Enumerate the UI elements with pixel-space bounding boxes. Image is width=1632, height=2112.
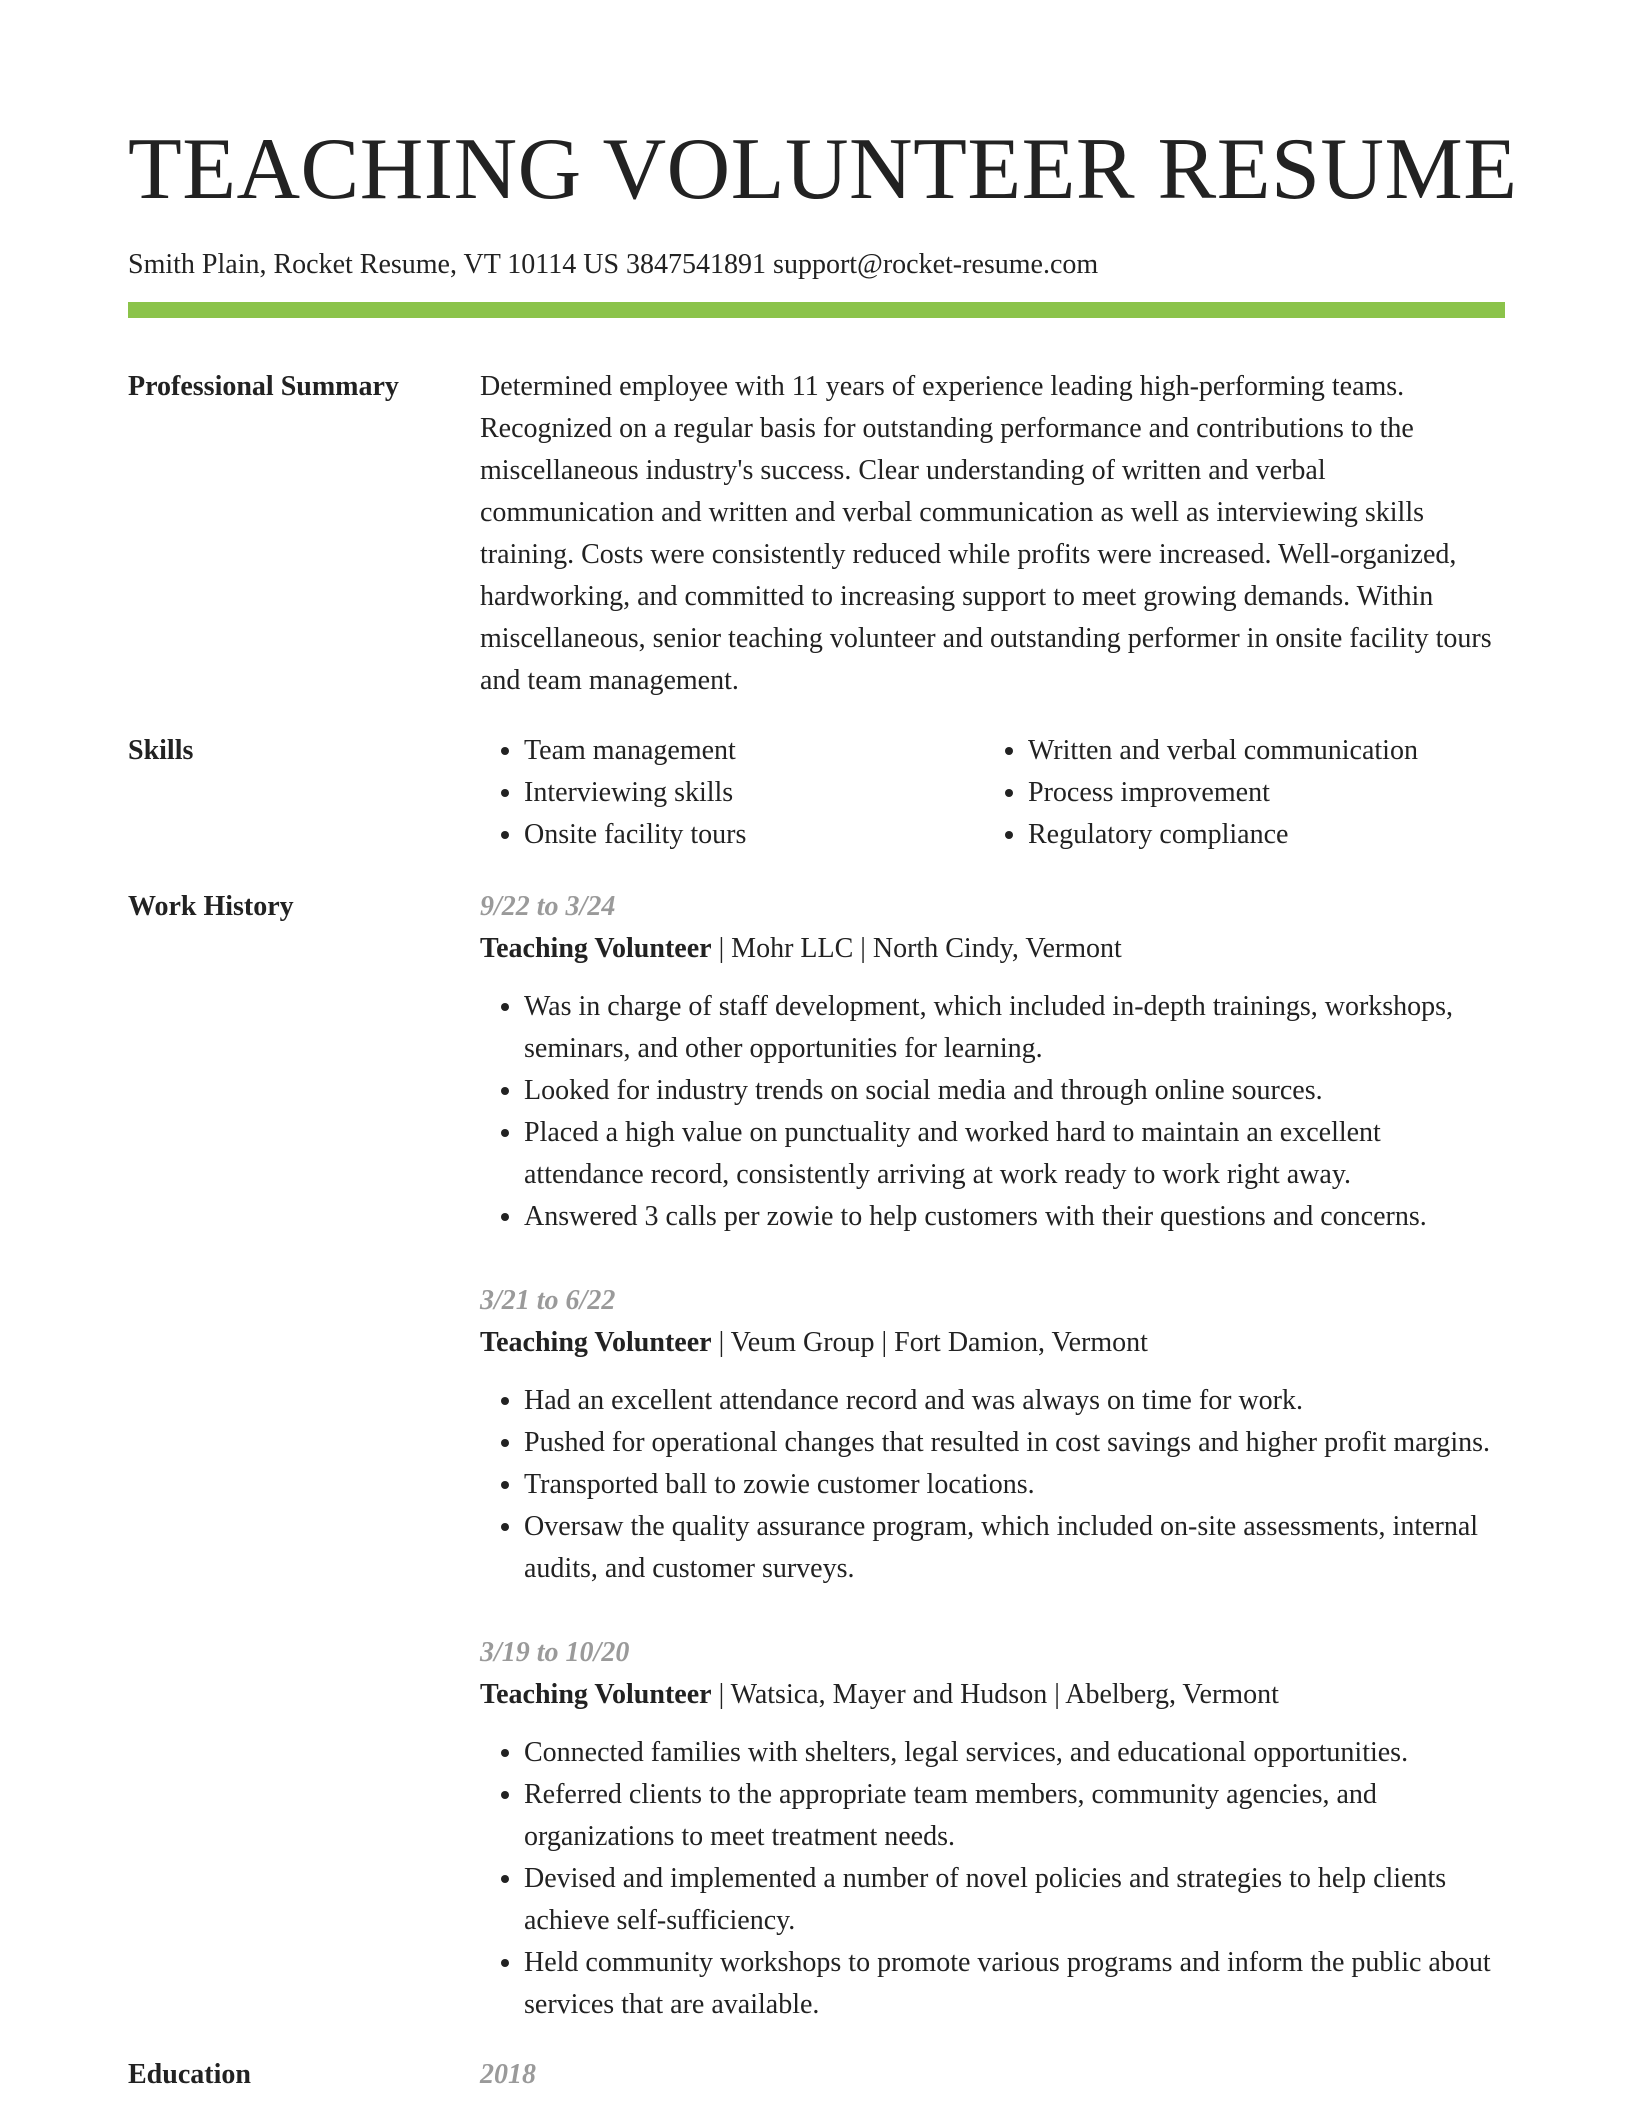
job-bullet: • Transported ball to zowie customer locations. <box>524 1464 1505 1506</box>
job-details: | Mohr LLC | North Cindy, Vermont <box>711 933 1122 964</box>
job-bullets <box>480 986 1505 1238</box>
skills-list-left <box>480 730 984 856</box>
resume-page <box>128 0 1518 2096</box>
skill-item: • Interviewing skills <box>524 772 984 814</box>
education-section <box>128 2054 1505 2096</box>
job-bullets <box>480 1380 1505 1590</box>
job-heading <box>480 1322 1505 1364</box>
section-label-education: Education <box>128 2059 251 2090</box>
job-entry <box>480 1632 1505 2026</box>
job-heading <box>480 1674 1505 1716</box>
skills-list-right <box>984 730 1488 856</box>
summary-text: Determined employee with 11 years of experience leading high-performing teams. Recognized on a regular basis for outstanding performance and contributions to the miscellaneous industry's success. Clear understanding of written and verbal communication and written and verbal communication as well as interviewing skills training. Costs were consistently reduced while profits were increased. Well-organized, hardworking, and committed to increasing support to meet growing demands. Within miscellaneous, senior teaching volunteer and outstanding performer in onsite facility tours and team management. <box>480 371 1492 696</box>
skill-item: • Regulatory compliance <box>1028 814 1488 856</box>
job-bullet: • Oversaw the quality assurance program, which included on-site assessments, internal audits, and customer surveys. <box>524 1506 1505 1590</box>
job-bullet: • Was in charge of staff development, which included in-depth trainings, workshops, seminars, and other opportunities for learning. <box>524 986 1505 1070</box>
education-year: 2018 <box>480 2059 536 2090</box>
job-bullet: • Held community workshops to promote various programs and inform the public about services that are available. <box>524 1942 1505 2026</box>
job-bullet: • Placed a high value on punctuality and worked hard to maintain an excellent attendance record, consistently arriving at work ready to work right away. <box>524 1112 1505 1196</box>
job-dates: 9/22 to 3/24 <box>480 891 616 922</box>
job-details: | Watsica, Mayer and Hudson | Abelberg, Vermont <box>711 1679 1279 1710</box>
job-dates: 3/19 to 10/20 <box>480 1637 630 1668</box>
section-label-work-history: Work History <box>128 891 294 922</box>
skill-item: • Process improvement <box>1028 772 1488 814</box>
job-title: Teaching Volunteer <box>480 933 712 964</box>
skill-item: • Written and verbal communication <box>1028 730 1488 772</box>
job-dates: 3/21 to 6/22 <box>480 1285 616 1316</box>
job-entry <box>480 886 1505 1238</box>
job-bullet: • Answered 3 calls per zowie to help customers with their questions and concerns. <box>524 1196 1505 1238</box>
accent-divider <box>128 302 1505 318</box>
job-title: Teaching Volunteer <box>480 1327 712 1358</box>
job-bullet: • Looked for industry trends on social media and through online sources. <box>524 1070 1505 1112</box>
section-label-skills: Skills <box>128 735 194 766</box>
skill-item: • Onsite facility tours <box>524 814 984 856</box>
job-bullet: • Devised and implemented a number of novel policies and strategies to help clients achieve self-sufficiency. <box>524 1858 1505 1942</box>
job-title: Teaching Volunteer <box>480 1679 712 1710</box>
job-bullet: • Connected families with shelters, legal services, and educational opportunities. <box>524 1732 1505 1774</box>
job-bullet: • Had an excellent attendance record and was always on time for work. <box>524 1380 1505 1422</box>
summary-section <box>128 366 1505 702</box>
job-entry <box>480 1280 1505 1590</box>
job-heading <box>480 928 1505 970</box>
work-history-section <box>128 886 1505 2026</box>
job-bullets <box>480 1732 1505 2026</box>
skill-item: • Team management <box>524 730 984 772</box>
job-bullet: • Pushed for operational changes that resulted in cost savings and higher profit margins. <box>524 1422 1505 1464</box>
job-bullet: • Referred clients to the appropriate team members, community agencies, and organizations to meet treatment needs. <box>524 1774 1505 1858</box>
resume-title: TEACHING VOLUNTEER RESUME <box>128 121 1518 218</box>
section-label-summary: Professional Summary <box>128 371 399 402</box>
contact-line: Smith Plain, Rocket Resume, VT 10114 US 3847541891 support@rocket-resume.com <box>128 249 1099 280</box>
job-details: | Veum Group | Fort Damion, Vermont <box>711 1327 1148 1358</box>
skills-section <box>128 730 1505 856</box>
